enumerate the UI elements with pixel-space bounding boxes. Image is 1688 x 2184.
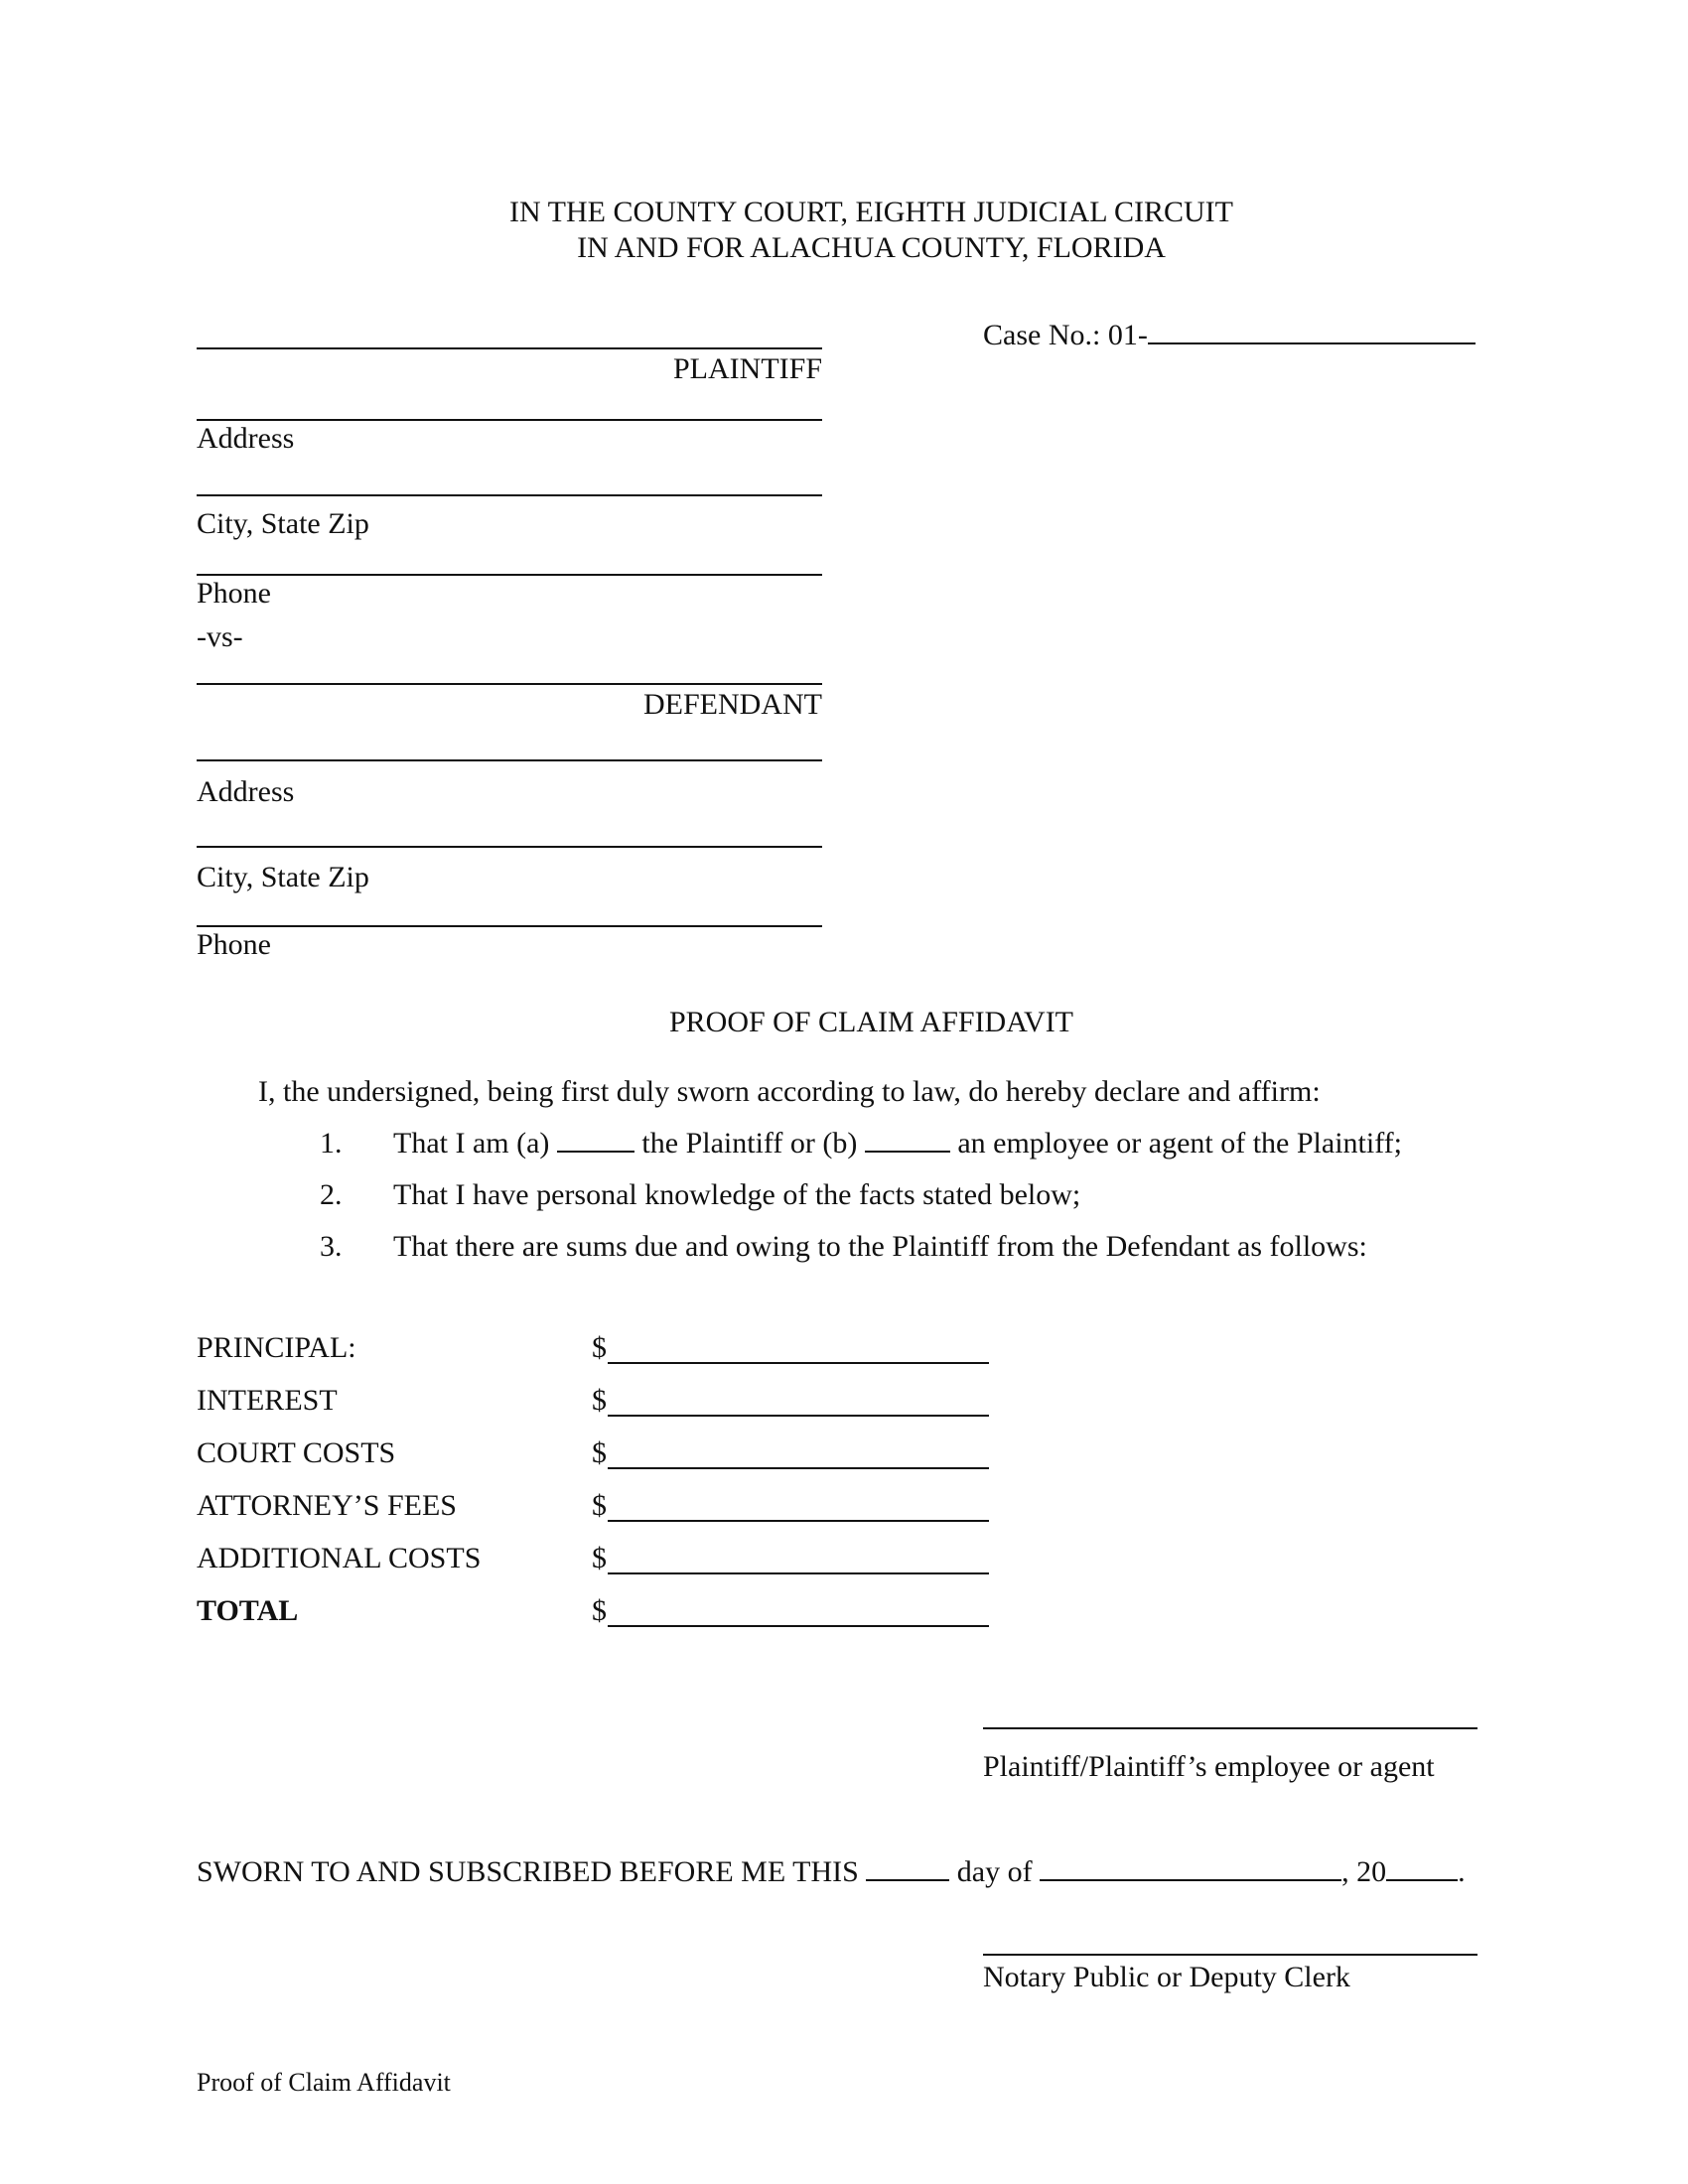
sworn-year-prefix: , 20 — [1341, 1855, 1387, 1888]
amount-court-costs-currency: $ — [592, 1436, 607, 1469]
amount-principal-currency: $ — [592, 1331, 607, 1364]
defendant-label: DEFENDANT — [643, 688, 822, 721]
plaintiff-address-label: Address — [197, 422, 295, 455]
sworn-prefix: SWORN TO AND SUBSCRIBED BEFORE ME THIS — [197, 1855, 859, 1888]
plaintiff-name-field[interactable] — [197, 347, 822, 349]
item-3-number: 3. — [320, 1230, 343, 1263]
signature-label: Plaintiff/Plaintiff’s employee or agent — [983, 1750, 1435, 1783]
footer-text: Proof of Claim Affidavit — [197, 2068, 451, 2097]
amount-total-field[interactable] — [608, 1625, 989, 1627]
court-header-line-2: IN AND FOR ALACHUA COUNTY, FLORIDA — [577, 231, 1166, 264]
item-1-part-b: the Plaintiff or (b) — [641, 1127, 858, 1160]
case-number — [983, 318, 1476, 353]
item-1-number: 1. — [320, 1127, 343, 1160]
amount-total-currency: $ — [592, 1594, 607, 1627]
plaintiff-phone-field[interactable] — [197, 574, 822, 576]
amount-label-interest: INTEREST — [197, 1384, 338, 1417]
amount-attorney-fees-field[interactable] — [608, 1520, 989, 1522]
case-number-label: Case No.: 01- — [983, 319, 1148, 351]
item-1-employee-blank[interactable] — [865, 1127, 950, 1153]
plaintiff-city-field[interactable] — [197, 494, 822, 496]
defendant-address-label: Address — [197, 775, 295, 808]
amount-additional-costs-field[interactable] — [608, 1572, 989, 1574]
amount-label-attorney-fees: ATTORNEY’S FEES — [197, 1489, 457, 1522]
item-2-text: That I have personal knowledge of the facts stated below; — [393, 1178, 1081, 1211]
plaintiff-city-label: City, State Zip — [197, 507, 369, 540]
plaintiff-label: PLAINTIFF — [672, 352, 822, 385]
item-1-text — [393, 1126, 1402, 1161]
sworn-day-of: day of — [956, 1855, 1033, 1888]
amount-principal-field[interactable] — [608, 1362, 989, 1364]
plaintiff-phone-label: Phone — [197, 577, 271, 610]
notary-label: Notary Public or Deputy Clerk — [983, 1961, 1350, 1993]
amount-label-principal: PRINCIPAL: — [197, 1331, 356, 1364]
sworn-statement — [197, 1854, 1466, 1890]
sworn-day-field[interactable] — [866, 1855, 949, 1881]
amount-interest-field[interactable] — [608, 1415, 989, 1417]
defendant-address-field[interactable] — [197, 759, 822, 761]
defendant-city-label: City, State Zip — [197, 861, 369, 893]
item-2-number: 2. — [320, 1178, 343, 1211]
versus-label: -vs- — [197, 620, 243, 653]
defendant-phone-field[interactable] — [197, 925, 822, 927]
item-1-plaintiff-blank[interactable] — [557, 1127, 634, 1153]
defendant-name-field[interactable] — [197, 683, 822, 685]
amount-additional-costs-currency: $ — [592, 1542, 607, 1574]
amount-label-additional-costs: ADDITIONAL COSTS — [197, 1542, 482, 1574]
court-header-line-1: IN THE COUNTY COURT, EIGHTH JUDICIAL CIRCUIT — [509, 196, 1233, 228]
item-1-part-a: That I am (a) — [393, 1127, 550, 1160]
sworn-month-field[interactable] — [1040, 1855, 1341, 1881]
item-3-text: That there are sums due and owing to the Plaintiff from the Defendant as follows: — [393, 1230, 1367, 1263]
amount-interest-currency: $ — [592, 1384, 607, 1417]
sworn-year-field[interactable] — [1386, 1855, 1458, 1881]
sworn-end: . — [1458, 1855, 1466, 1888]
amount-court-costs-field[interactable] — [608, 1467, 989, 1469]
defendant-city-field[interactable] — [197, 846, 822, 848]
amount-label-court-costs: COURT COSTS — [197, 1436, 396, 1469]
affidavit-intro: I, the undersigned, being first duly sworn according to law, do hereby declare and affirm: — [258, 1075, 1321, 1108]
signature-line[interactable] — [983, 1727, 1477, 1729]
defendant-phone-label: Phone — [197, 928, 271, 961]
amount-label-total: TOTAL — [197, 1594, 299, 1627]
amount-attorney-fees-currency: $ — [592, 1489, 607, 1522]
case-number-field[interactable] — [1148, 319, 1476, 344]
notary-signature-line[interactable] — [983, 1954, 1477, 1956]
affidavit-title: PROOF OF CLAIM AFFIDAVIT — [668, 1006, 1074, 1038]
item-1-part-c: an employee or agent of the Plaintiff; — [957, 1127, 1402, 1160]
